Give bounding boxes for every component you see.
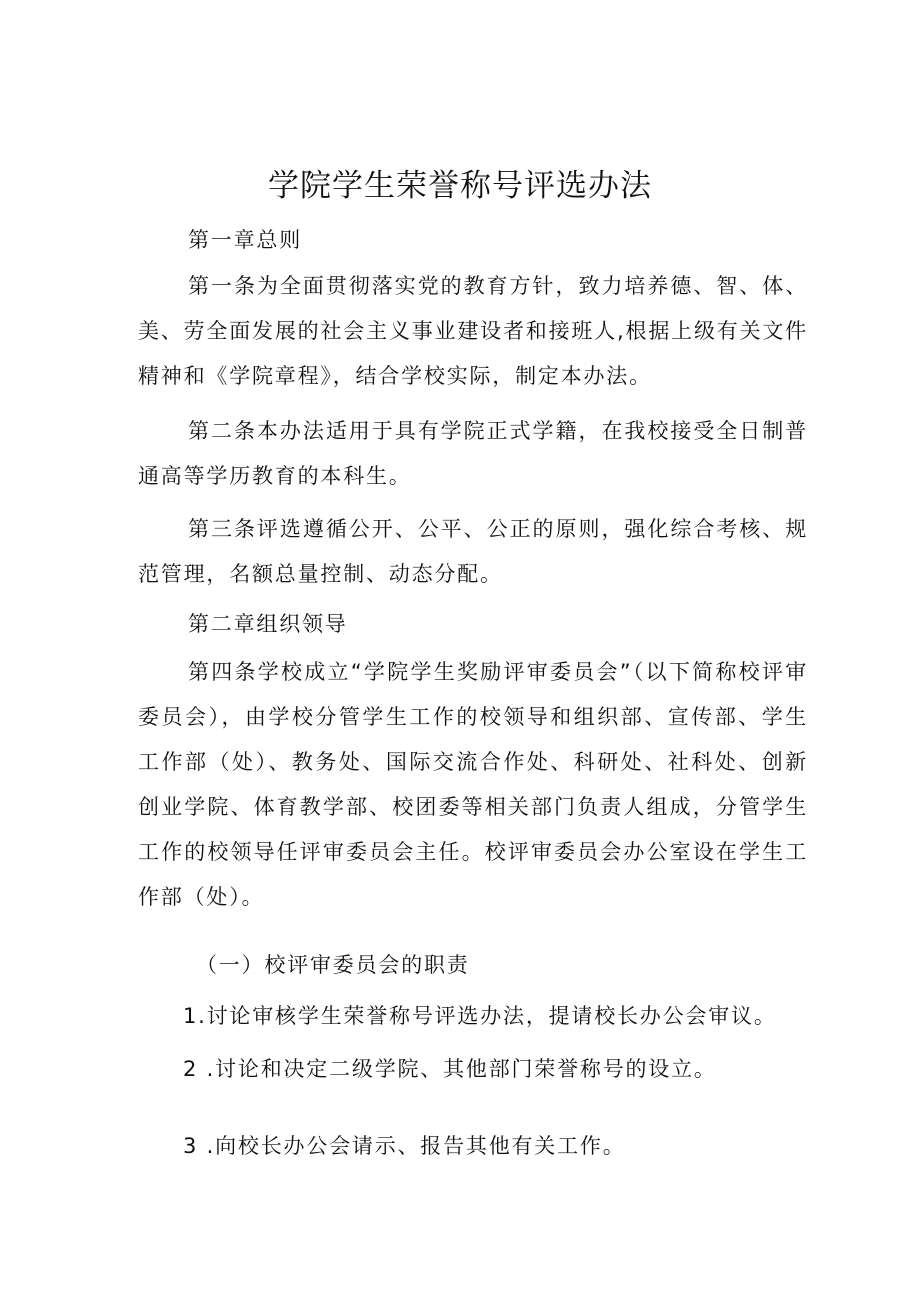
article-4: 第四条学校成立“学院学生奖励评审委员会”（以下简称校评审委员会），由学校分管学生工作的校领导和组织部、宣传部、学生工作部（处）、教务处、国际交流合作处、科研处、社科处、创新创业学院、体育教学部、校团委等相关部门负责人组成，分管学生工作的校领导任评审委员会主任。校评审委员会办公室设在学生工作部（处）。 (138, 660, 808, 909)
chapter-2-heading: 第二章组织领导 (188, 612, 348, 636)
chapter-1-heading: 第一章总则 (188, 228, 302, 252)
section-1-heading: （一）校评审委员会的职责 (196, 953, 470, 977)
article-3: 第三条评选遵循公开、公平、公正的原则，强化综合考核、规范管理，名额总量控制、动态分配。 (138, 517, 808, 586)
article-2: 第二条本办法适用于具有学院正式学籍，在我校接受全日制普通高等学历教育的本科生。 (138, 419, 808, 488)
duty-item-3: 3 .向校长办公会请示、报告其他有关工作。 (183, 1134, 626, 1158)
article-1: 第一条为全面贯彻落实党的教育方针，致力培养德、智、体、美、劳全面发展的社会主义事业建设者和接班人,根据上级有关文件精神和《学院章程》，结合学校实际，制定本办法。 (138, 274, 808, 388)
document-title: 学院学生荣誉称号评选办法 (268, 167, 652, 204)
duty-item-1: 1.讨论审核学生荣誉称号评选办法，提请校长办公会审议。 (183, 1004, 777, 1028)
duty-item-2: 2 .讨论和决定二级学院、其他部门荣誉称号的设立。 (183, 1057, 717, 1081)
